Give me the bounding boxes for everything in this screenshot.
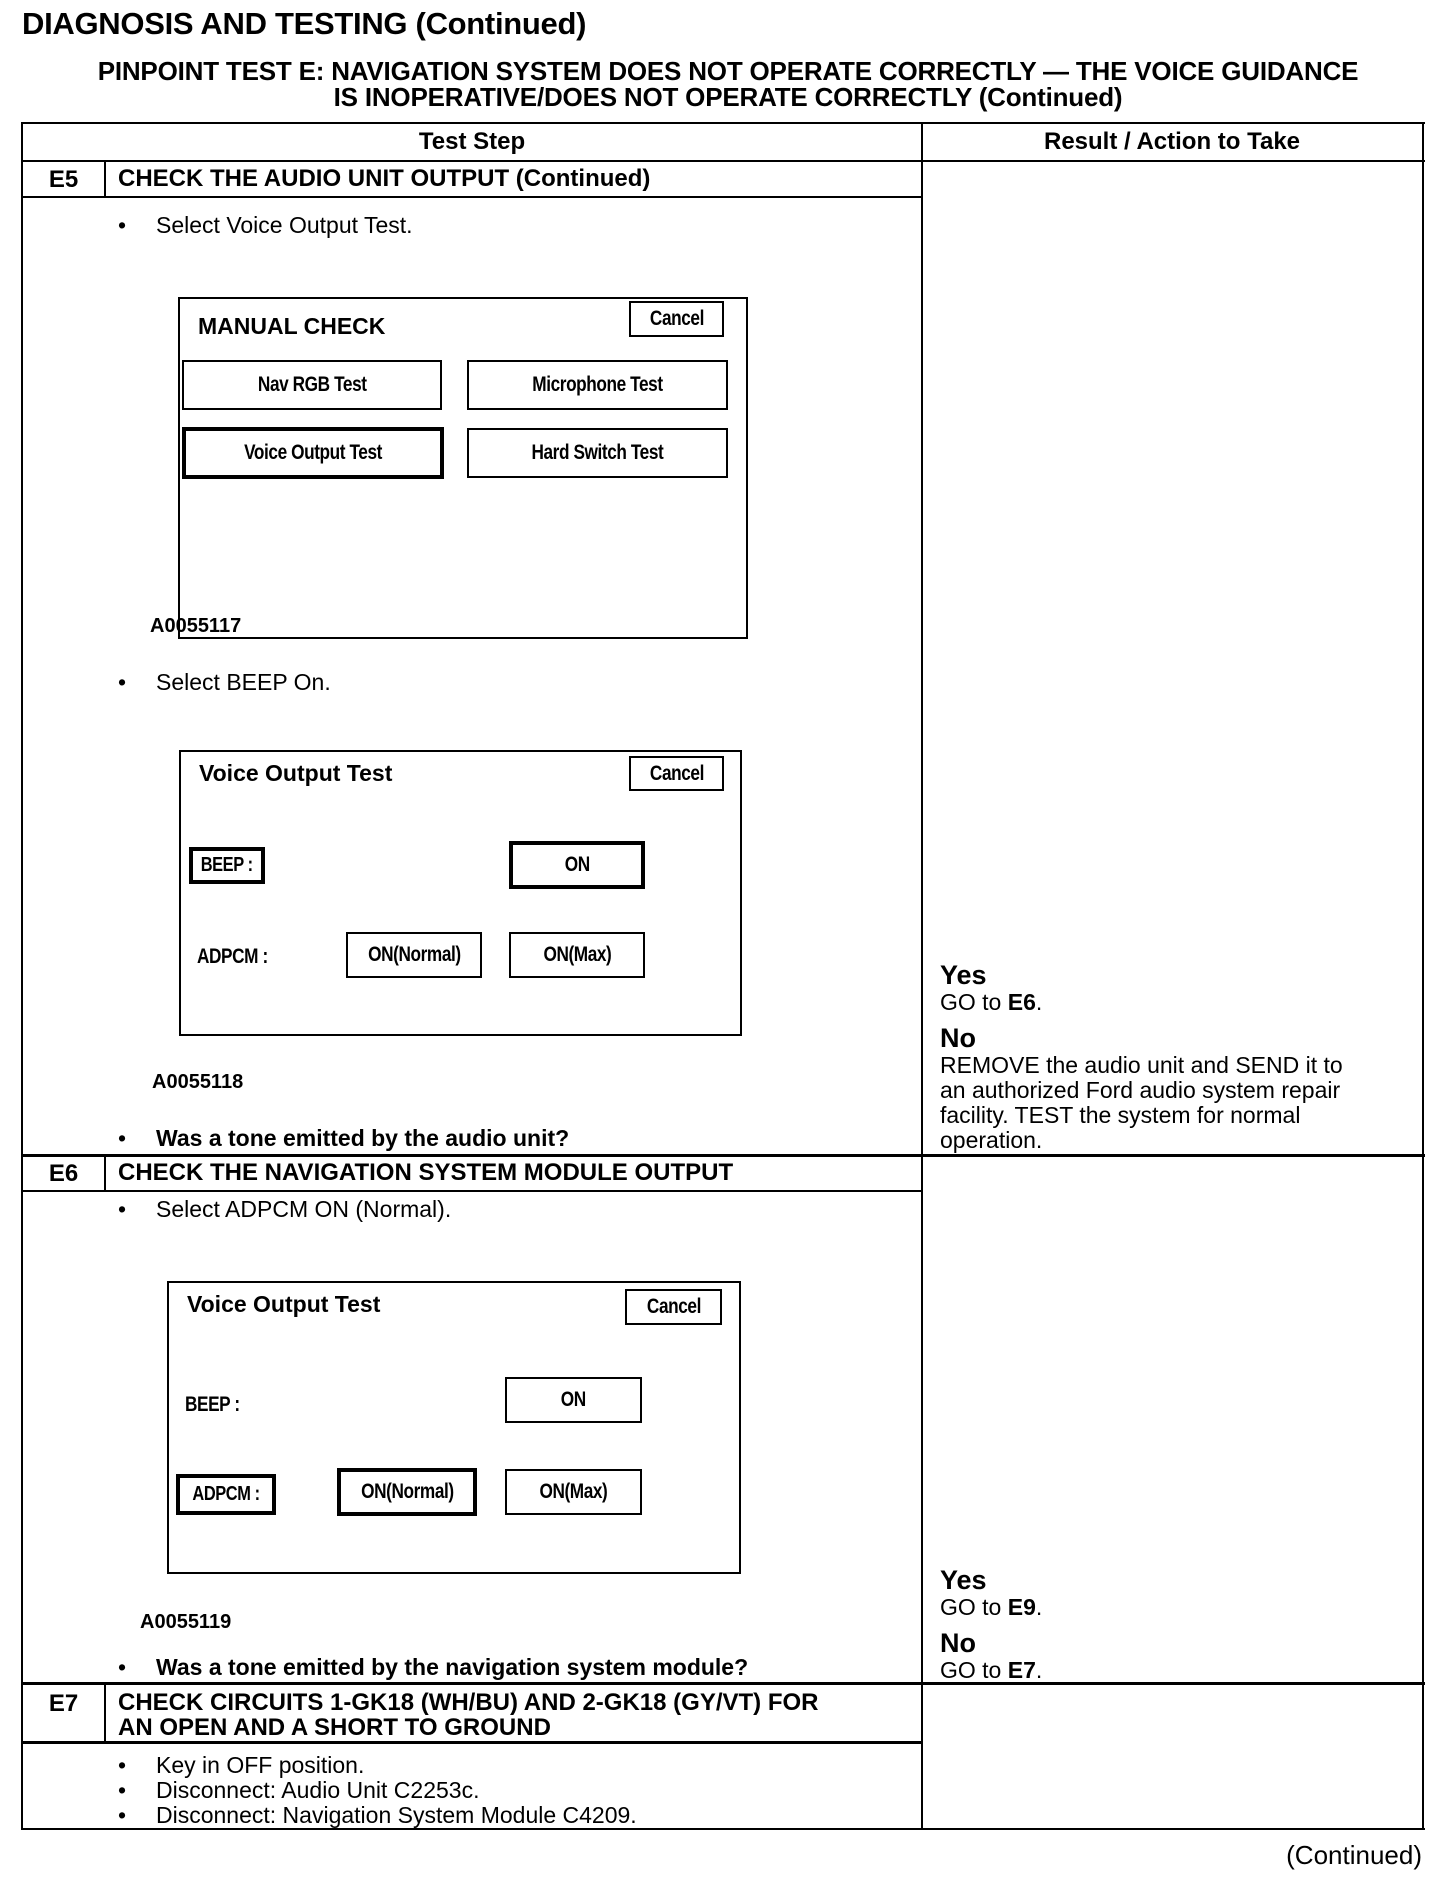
bullet-icon: • [118, 1196, 127, 1222]
header-divider [22, 160, 1425, 162]
adpcm-on-max-button[interactable]: ON(Max) [509, 932, 645, 978]
e6-row-top [22, 1154, 1425, 1157]
cancel-button[interactable]: Cancel [629, 756, 724, 791]
table-border-top [22, 122, 1425, 124]
cancel-button[interactable]: Cancel [625, 1289, 722, 1325]
pinpoint-test-title [22, 58, 1434, 110]
pinpoint-test-title-line1: PINPOINT TEST E: NAVIGATION SYSTEM DOES NOT OPERATE CORRECTLY — THE VOICE GUIDANCE [97, 56, 1359, 86]
adpcm-on-normal-button[interactable]: ON(Normal) [337, 1468, 477, 1516]
table-border-right [1422, 122, 1424, 1830]
table-border-left [21, 122, 23, 1830]
column-divider [921, 122, 923, 1830]
e5-title-divider [22, 196, 922, 198]
step-title-e7-line2: AN OPEN AND A SHORT TO GROUND [118, 1714, 551, 1741]
bullet-icon: • [118, 1752, 127, 1778]
panel-title: Voice Output Test [187, 1291, 381, 1317]
adpcm-label: ADPCM : [197, 945, 268, 968]
voice-output-test-button[interactable]: Voice Output Test [182, 427, 444, 479]
step-title-e5: CHECK THE AUDIO UNIT OUTPUT (Continued) [118, 165, 651, 192]
result-yes-action: GO to E6. [940, 989, 1043, 1015]
step-title-e6: CHECK THE NAVIGATION SYSTEM MODULE OUTPUT [118, 1159, 734, 1186]
result-yes-action: GO to E9. [940, 1594, 1043, 1620]
adpcm-label: ADPCM : [176, 1474, 276, 1515]
goto-e9-link[interactable]: E9 [1007, 1594, 1036, 1620]
step-number-e7: E7 [48, 1690, 79, 1717]
bullet-icon: • [118, 1802, 127, 1828]
adpcm-on-normal-button[interactable]: ON(Normal) [346, 932, 482, 978]
step-title-e7 [118, 1690, 818, 1740]
panel-title: Voice Output Test [199, 760, 393, 786]
result-no-action: GO to E7. [940, 1657, 1043, 1683]
pinpoint-test-title-line2: IS INOPERATIVE/DOES NOT OPERATE CORRECTLY (Continued) [333, 82, 1123, 112]
step-number-e6: E6 [48, 1160, 79, 1187]
bullet-icon: • [118, 212, 127, 238]
figure-id: A0055117 [150, 615, 242, 637]
e6-title-divider [22, 1190, 922, 1192]
continued-footer: (Continued) [1286, 1840, 1422, 1870]
bullet-icon: • [118, 669, 127, 695]
bullet-icon: • [118, 1777, 127, 1803]
e7-title-divider [22, 1741, 922, 1744]
figure-id: A0055119 [140, 1611, 232, 1633]
page-title: DIAGNOSIS AND TESTING (Continued) [22, 6, 587, 41]
hard-switch-test-button[interactable]: Hard Switch Test [467, 428, 728, 478]
voice-output-test-panel [179, 750, 742, 1036]
microphone-test-button[interactable]: Microphone Test [467, 360, 728, 410]
beep-label: BEEP : [189, 847, 265, 884]
result-e5 [940, 960, 1410, 1153]
result-yes-label: Yes [940, 960, 987, 990]
goto-e6-link[interactable]: E6 [1007, 989, 1036, 1015]
cancel-button[interactable]: Cancel [629, 301, 724, 337]
manual-check-panel [178, 297, 748, 639]
figure-id: A0055118 [152, 1071, 244, 1093]
column-header-result: Result / Action to Take [1043, 128, 1301, 155]
column-header-test-step: Test Step [418, 128, 526, 155]
beep-label: BEEP : [185, 1393, 240, 1416]
beep-on-button[interactable]: ON [509, 841, 645, 889]
adpcm-on-max-button[interactable]: ON(Max) [505, 1469, 642, 1515]
step-title-e7-line1: CHECK CIRCUITS 1-GK18 (WH/BU) AND 2-GK18 (GY/VT) FOR [118, 1689, 819, 1716]
result-no-label: No [940, 1628, 976, 1658]
voice-output-test-panel [167, 1281, 741, 1574]
result-yes-label: Yes [940, 1565, 987, 1595]
result-no-action: REMOVE the audio unit and SEND it to an authorized Ford audio system repair facility. TEST the system for normal operation. [940, 1052, 1343, 1153]
result-no-label: No [940, 1023, 976, 1053]
bullet-icon: • [118, 1654, 127, 1680]
nav-rgb-test-button[interactable]: Nav RGB Test [182, 360, 442, 410]
beep-on-button[interactable]: ON [505, 1377, 642, 1423]
result-e6 [940, 1565, 1410, 1683]
step-number-e5: E5 [48, 166, 79, 193]
panel-title: MANUAL CHECK [198, 313, 386, 339]
goto-e7-link[interactable]: E7 [1007, 1657, 1036, 1683]
bullet-icon: • [118, 1125, 127, 1151]
